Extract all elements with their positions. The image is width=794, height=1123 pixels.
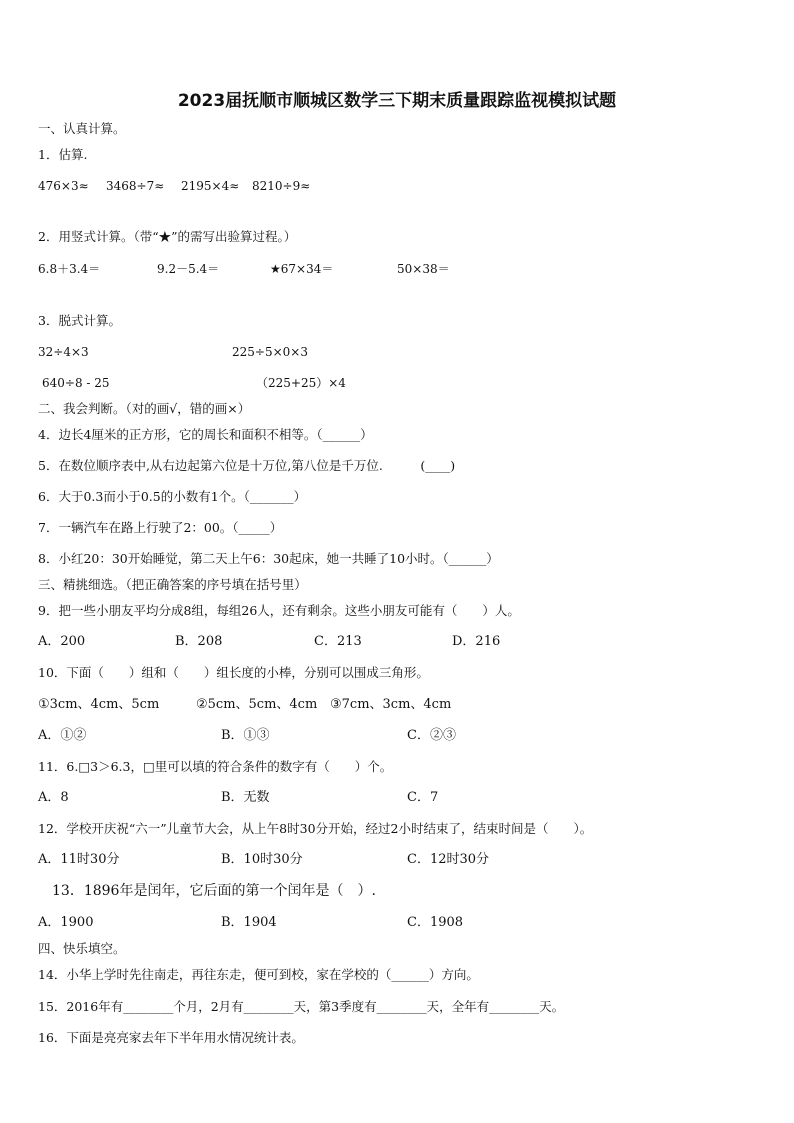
question-2-label: 2．用竖式计算。（带“★”的需写出验算过程。） <box>38 229 297 244</box>
choice-option: A．1900 <box>38 915 94 930</box>
estimate-item: 2195×4≈ <box>181 179 240 193</box>
estimate-item: 476×3≈ <box>38 179 89 193</box>
question-3-label: 3．脱式计算。 <box>38 313 121 328</box>
choice-option: C．7 <box>407 790 439 805</box>
question-9-stem: 9．把一些小朋友平均分成8组，每组26人，还有剩余。这些小朋友可能有（ ）人。 <box>38 603 520 618</box>
choice-option: A．8 <box>38 790 69 805</box>
choice-option: B．①③ <box>221 728 270 743</box>
choice-option: D．216 <box>452 634 501 649</box>
section-heading-2: 二、我会判断。（对的画√，错的画×） <box>38 401 251 416</box>
choice-option: A．①② <box>38 728 87 743</box>
step-calc-item: （225+25）×4 <box>256 376 346 390</box>
choice-option: B．208 <box>175 634 223 649</box>
choice-option: A．200 <box>38 634 86 649</box>
fill-question: 15．2016年有________个月，2月有________天，第3季度有________天，全年有________天。 <box>38 999 565 1014</box>
vertical-calc-item: 9.2－5.4＝ <box>157 262 220 276</box>
question-13-stem: 13．1896年是闰年，它后面的第一个闰年是（ ）. <box>52 883 376 899</box>
stick-group: ②5cm、5cm、4cm <box>196 697 318 712</box>
choice-option: A．11时30分 <box>38 852 120 867</box>
step-calc-item: 225÷5×0×3 <box>232 345 308 359</box>
vertical-calc-item: ★67×34＝ <box>270 262 334 276</box>
judge-question: 6．大于0.3而小于0.5的小数有1个。（_______） <box>38 489 307 504</box>
estimate-item: 8210÷9≈ <box>252 179 311 193</box>
fill-question: 16．下面是亮亮家去年下半年用水情况统计表。 <box>38 1030 304 1045</box>
choice-option: B．1904 <box>221 915 277 930</box>
question-1-label: 1．估算. <box>38 147 88 162</box>
section-heading-4: 四、快乐填空。 <box>38 941 126 956</box>
choice-option: C．②③ <box>407 728 456 743</box>
choice-option: C．213 <box>314 634 362 649</box>
choice-option: C．12时30分 <box>407 852 490 867</box>
choice-option: B．10时30分 <box>221 852 303 867</box>
question-10-stem: 10．下面（ ）组和（ ）组长度的小棒，分别可以围成三角形。 <box>38 665 429 680</box>
question-11-stem: 11．6.□3＞6.3，□里可以填的符合条件的数字有（ ）个。 <box>38 759 393 774</box>
step-calc-item: 640÷8 - 25 <box>42 376 110 390</box>
vertical-calc-item: 6.8＋3.4＝ <box>38 262 101 276</box>
choice-option: B．无数 <box>221 790 270 805</box>
choice-option: C．1908 <box>407 915 464 930</box>
step-calc-item: 32÷4×3 <box>38 345 89 359</box>
judge-question: 5．在数位顺序表中,从右边起第六位是十万位,第八位是千万位. (____) <box>38 458 456 473</box>
fill-question: 14．小华上学时先往南走，再往东走，便可到校，家在学校的（______）方向。 <box>38 967 479 982</box>
judge-question: 7．一辆汽车在路上行驶了2：00。（_____） <box>38 520 283 535</box>
estimate-item: 3468÷7≈ <box>106 179 165 193</box>
stick-group: ③7cm、3cm、4cm <box>330 697 452 712</box>
question-12-stem: 12．学校开庆祝“六一”儿童节大会，从上午8时30分开始，经过2小时结束了，结束时间是（ ）。 <box>38 821 593 836</box>
section-heading-1: 一、认真计算。 <box>38 121 126 136</box>
judge-question: 4．边长4厘米的正方形，它的周长和面积不相等。（______） <box>38 427 373 442</box>
vertical-calc-item: 50×38＝ <box>397 262 450 276</box>
section-heading-3: 三、精挑细选。（把正确答案的序号填在括号里） <box>38 577 307 592</box>
judge-question: 8．小红20：30开始睡觉，第二天上午6：30起床，她一共睡了10小时。（______） <box>38 551 499 566</box>
stick-group: ①3cm、4cm、5cm <box>38 697 160 712</box>
page-title: 2023届抚顺市顺城区数学三下期末质量跟踪监视模拟试题 <box>177 91 617 111</box>
